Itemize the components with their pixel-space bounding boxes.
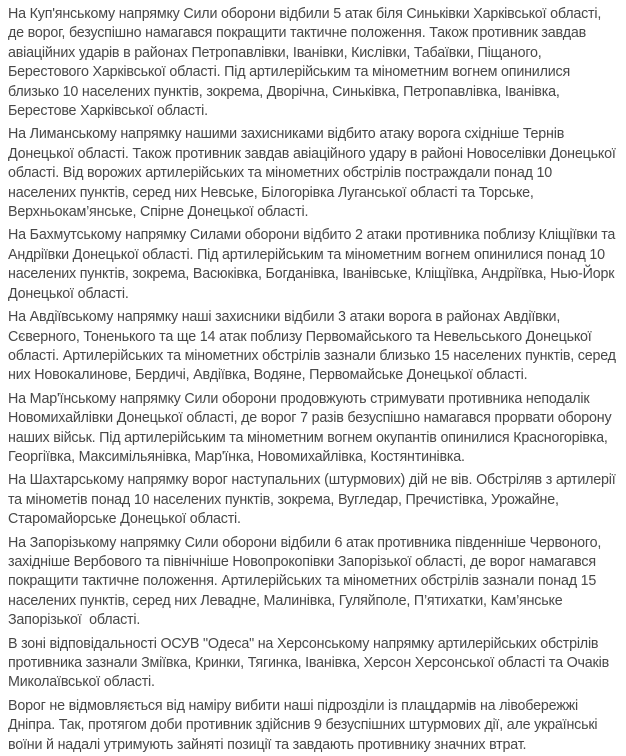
report-paragraph-kupiansk: На Куп'янському напрямку Сили оборони відбили 5 атак біля Синьківки Харківської області, де ворог, безуспішно намагався покращити тактичне положення. Також противник завдав авіаційних ударів в районах Петропавлівки, Іванівки, Кислівки, Табаївки, Піщаного, Берестового Харківської області. Під артилерійським та мінометним вогнем опинилися близько 10 населених пунктів, зокрема, Дворічна, Синьківка, Петропавлівка, Іванівка, Берестове Харківської області. [8,6,605,120]
report-paragraph-kherson: В зоні відповідальності ОСУВ "Одеса" на Херсонському напрямку артилерійських обстрілів противника зазнали Зміївка, Кринки, Тягинка, Іванівка, Херсон Херсонської області та Очаків Миколаївської області. [8,635,613,691]
report-paragraph-dnipro-leftbank: Ворог не відмовляється від наміру вибити наші підрозділи із плацдармів на лівобережжі Дніпра. Так, протягом доби противник здійснив 9 безуспішних штурмових дії, але українські воїни й надалі утримують зайняті позиції та завдають противнику значних втрат. [8,697,602,753]
report-paragraph-avdiivka: На Авдіївському напрямку наші захисники відбили 3 атаки ворога в районах Авдіївки, Сєверного, Тоненького та ще 14 атак поблизу Первомайського та Невельського Донецької області. Артилерійських та мінометних обстрілів зазнали близько 15 населених пунктів, серед них Новокалинове, Бердичі, Авдіївка, Водяне, Первомайське Донецької області. [8,309,620,384]
report-paragraph-marinka: На Мар'їнському напрямку Сили оборони продовжують стримувати противника неподалік Новомихайлівки Донецької області, де ворог 7 разів безуспішно намагався прорвати оборону наших військ. Під артилерійським та мінометним вогнем окупантів опинилися Красногорівка, Георгіївка, Максимільянівка, Мар'їнка, Новомихайлівка, Костянтинівка. [8,390,616,465]
report-paragraph-lyman: На Лиманському напрямку нашими захисниками відбито атаку ворога східніше Тернів Донецької області. Також противник завдав авіаційного удару в районі Новоселівки Донецької області. Від ворожих артилерійських та мінометних обстрілів постраждали понад 10 населених пунктів, серед них Невське, Білогорівка Луганської області та Торське, Верхньокам’янське, Спірне Донецької області. [8,126,620,221]
report-paragraph-bakhmut: На Бахмутському напрямку Силами оборони відбито 2 атаки противника поблизу Кліщіївки та Андріївки Донецької області. Під артилерійським та мінометним вогнем опинилися понад 10 населених пунктів, зокрема, Васюківка, Богданівка, Іванівське, Кліщіївка, Андріївка, Нью-Йорк Донецької області. [8,227,619,302]
report-paragraph-shakhtarsk: На Шахтарському напрямку ворог наступальних (штурмових) дій не вів. Обстріляв з артилерії та мінометів понад 10 населених пунктів, зокрема, Вугледар, Пречистівка, Урожайне, Старомайорське Донецької області. [8,472,620,528]
report-paragraph-zaporizhzhia: На Запорізькому напрямку Сили оборони відбили 6 атак противника південніше Червоного, західніше Вербового та північніше Новопрокопівки Запорізької області, де ворог намагався покращити тактичне положення. Артилерійських та мінометних обстрілів зазнали понад 15 населених пунктів, серед них Левадне, Малинівка, Гуляйполе, П’ятихатки, Кам’янське Запорізької області. [8,534,605,629]
